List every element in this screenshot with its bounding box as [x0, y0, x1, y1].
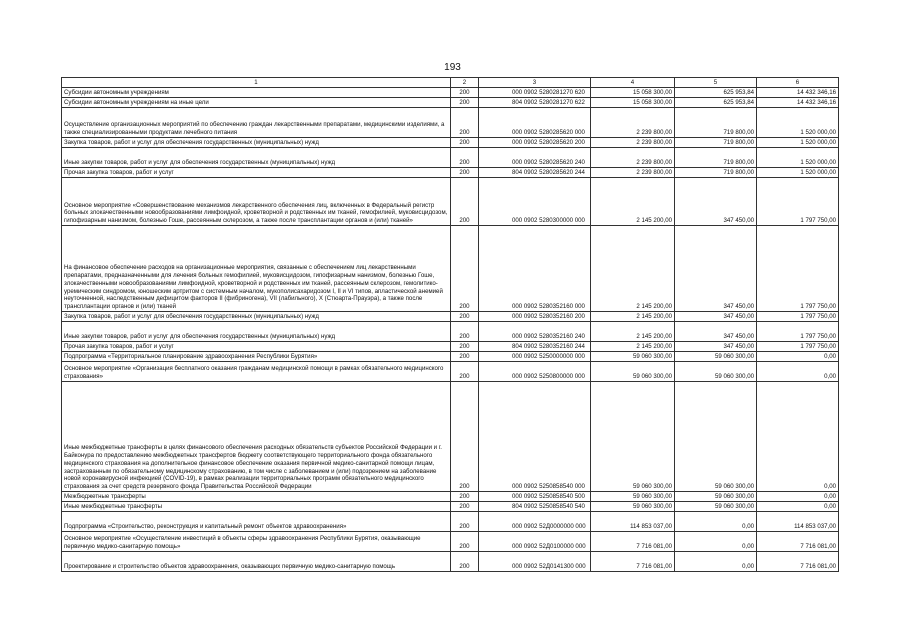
table-row: [62, 352, 839, 362]
row-classification: 000 0902 5280281270 620: [479, 88, 591, 98]
table-row: [62, 382, 839, 492]
row-code: 200: [451, 138, 479, 148]
row-executed: 347 450,00: [675, 312, 757, 322]
row-executed: 0,00: [675, 512, 757, 532]
row-executed: 347 450,00: [675, 226, 757, 312]
row-remaining: 0,00: [757, 362, 839, 382]
row-description: На финансовое обеспечение расходов на организационные мероприятия, связанные с обеспечением лиц лекарственными препаратами, предназначенными для лечения больных гемофилией, муковисцидозом, гипофизарным нанизмом, болезнью Гоше, злокачественными новообразованиями лимфоидной, кроветворной и родственных им тканей, рассеянным склерозом, гемолитико-уремическим синдромом, юношеским артритом с системным началом, мукополисахаридозом I, II и VI типов, апластической анемией неуточненной, наследственным дефицитом факторов II (фибриногена), VII (лабильного), X (Стюарта-Прауэра), а также после трансплантации органов и (или) тканей: [62, 226, 451, 312]
row-approved: 59 060 300,00: [591, 362, 675, 382]
row-executed: 59 060 300,00: [675, 502, 757, 512]
row-classification: 000 0902 5280285620 000: [479, 108, 591, 138]
row-classification: 000 0902 52Д0100000 000: [479, 532, 591, 552]
header-cell: 3: [479, 78, 591, 88]
row-executed: 625 953,84: [675, 98, 757, 108]
row-description: Субсидии автономным учреждениям на иные цели: [62, 98, 451, 108]
header-cell: 1: [62, 78, 451, 88]
table-header-row: [62, 78, 839, 88]
row-code: 200: [451, 178, 479, 226]
table-row: [62, 492, 839, 502]
row-classification: 000 0902 52Д0141300 000: [479, 552, 591, 572]
row-classification: 804 0902 5280281270 622: [479, 98, 591, 108]
row-code: 200: [451, 98, 479, 108]
row-classification: 000 0902 5280285620 240: [479, 148, 591, 168]
row-approved: 59 060 300,00: [591, 352, 675, 362]
row-approved: 15 058 300,00: [591, 98, 675, 108]
row-remaining: 1 520 000,00: [757, 138, 839, 148]
row-description: Иные межбюджетные трансферты: [62, 502, 451, 512]
row-code: 200: [451, 532, 479, 552]
row-approved: 2 145 200,00: [591, 322, 675, 342]
row-classification: 000 0902 5250858540 500: [479, 492, 591, 502]
row-description: Основное мероприятие «Организация бесплатного оказания гражданам медицинской помощи в рамках обязательного медицинского страхования»: [62, 362, 451, 382]
row-remaining: 14 432 346,16: [757, 98, 839, 108]
row-code: 200: [451, 512, 479, 532]
row-approved: 2 145 200,00: [591, 178, 675, 226]
budget-table: [61, 77, 839, 572]
row-approved: 2 145 200,00: [591, 342, 675, 352]
row-description: Субсидии автономным учреждениям: [62, 88, 451, 98]
row-code: 200: [451, 342, 479, 352]
table-row: [62, 552, 839, 572]
row-approved: 2 239 800,00: [591, 108, 675, 138]
row-classification: 000 0902 5280300000 000: [479, 178, 591, 226]
row-description: Иные закупки товаров, работ и услуг для обеспечения государственных (муниципальных) нужд: [62, 148, 451, 168]
table-row: [62, 108, 839, 138]
row-remaining: 1 797 750,00: [757, 178, 839, 226]
row-description: Осуществление организационных мероприятий по обеспечению граждан лекарственными препаратами, медицинскими изделиями, а также специализированными продуктами лечебного питания: [62, 108, 451, 138]
row-approved: 7 716 081,00: [591, 532, 675, 552]
row-description: Закупка товаров, работ и услуг для обеспечения государственных (муниципальных) нужд: [62, 312, 451, 322]
row-executed: 719 800,00: [675, 148, 757, 168]
table-row: [62, 88, 839, 98]
row-code: 200: [451, 362, 479, 382]
page-number: 193: [444, 62, 461, 73]
row-classification: 804 0902 5250858540 540: [479, 502, 591, 512]
row-description: Основное мероприятие «Осуществление инвестиций в объекты сферы здравоохранения Республики Бурятия, оказывающие первичную медико-санитарную помощь»: [62, 532, 451, 552]
row-code: 200: [451, 168, 479, 178]
row-remaining: 0,00: [757, 352, 839, 362]
row-classification: 804 0902 5280285620 244: [479, 168, 591, 178]
row-remaining: 7 716 081,00: [757, 552, 839, 572]
row-description: Основное мероприятие «Совершенствование механизмов лекарственного обеспечения лиц, включенных в Федеральный регистр больных злокачественными новообразованиями лимфоидной, кроветворной и родственных им тканей, гемофилией, муковисцидозом, гипофизарным нанизмом, болезнью Гоше, рассеянным склерозом, а также после трансплантации органов и (или) тканей»: [62, 178, 451, 226]
row-executed: 59 060 300,00: [675, 352, 757, 362]
row-classification: 000 0902 5280352160 000: [479, 226, 591, 312]
row-executed: 0,00: [675, 532, 757, 552]
row-remaining: 1 520 000,00: [757, 108, 839, 138]
row-description: Прочая закупка товаров, работ и услуг: [62, 168, 451, 178]
header-cell: 2: [451, 78, 479, 88]
row-code: 200: [451, 552, 479, 572]
row-remaining: 1 797 750,00: [757, 226, 839, 312]
row-executed: 347 450,00: [675, 322, 757, 342]
row-executed: 347 450,00: [675, 342, 757, 352]
table-row: [62, 342, 839, 352]
row-description: Межбюджетные трансферты: [62, 492, 451, 502]
row-classification: 000 0902 5280352160 200: [479, 312, 591, 322]
row-approved: 59 060 300,00: [591, 502, 675, 512]
table-row: [62, 322, 839, 342]
row-remaining: 1 520 000,00: [757, 148, 839, 168]
row-remaining: 0,00: [757, 502, 839, 512]
row-approved: 2 145 200,00: [591, 226, 675, 312]
row-approved: 7 716 081,00: [591, 552, 675, 572]
table-row: [62, 502, 839, 512]
row-executed: 0,00: [675, 552, 757, 572]
row-remaining: 1 520 000,00: [757, 168, 839, 178]
row-remaining: 0,00: [757, 382, 839, 492]
row-description: Проектирование и строительство объектов здравоохранения, оказывающих первичную медико-санитарную помощь: [62, 552, 451, 572]
row-executed: 719 800,00: [675, 168, 757, 178]
row-remaining: 1 797 750,00: [757, 342, 839, 352]
row-description: Подпрограмма «Территориальное планирование здравоохранения Республики Бурятия»: [62, 352, 451, 362]
row-code: 200: [451, 492, 479, 502]
row-executed: 719 800,00: [675, 138, 757, 148]
row-approved: 2 145 200,00: [591, 312, 675, 322]
header-cell: 5: [675, 78, 757, 88]
row-executed: 59 060 300,00: [675, 362, 757, 382]
row-classification: 000 0902 5250858540 000: [479, 382, 591, 492]
row-approved: 2 239 800,00: [591, 168, 675, 178]
row-approved: 15 058 300,00: [591, 88, 675, 98]
table-row: [62, 98, 839, 108]
header-cell: 6: [757, 78, 839, 88]
table-row: [62, 148, 839, 168]
row-code: 200: [451, 352, 479, 362]
table-row: [62, 178, 839, 226]
table-row: [62, 532, 839, 552]
row-executed: 625 953,84: [675, 88, 757, 98]
row-remaining: 114 853 037,00: [757, 512, 839, 532]
row-classification: 000 0902 5280285620 200: [479, 138, 591, 148]
row-classification: 000 0902 5250000000 000: [479, 352, 591, 362]
table-row: [62, 512, 839, 532]
row-description: Подпрограмма «Строительство, реконструкция и капитальный ремонт объектов здравоохранения»: [62, 512, 451, 532]
row-remaining: 1 797 750,00: [757, 312, 839, 322]
row-classification: 804 0902 5280352160 244: [479, 342, 591, 352]
row-approved: 59 060 300,00: [591, 492, 675, 502]
table-row: [62, 138, 839, 148]
row-code: 200: [451, 312, 479, 322]
row-code: 200: [451, 88, 479, 98]
row-remaining: 7 716 081,00: [757, 532, 839, 552]
row-code: 200: [451, 226, 479, 312]
row-approved: 2 239 800,00: [591, 138, 675, 148]
header-cell: 4: [591, 78, 675, 88]
row-approved: 59 060 300,00: [591, 382, 675, 492]
row-executed: 59 060 300,00: [675, 492, 757, 502]
row-approved: 114 853 037,00: [591, 512, 675, 532]
row-code: 200: [451, 108, 479, 138]
row-code: 200: [451, 382, 479, 492]
row-executed: 719 800,00: [675, 108, 757, 138]
table-row: [62, 226, 839, 312]
row-remaining: 0,00: [757, 492, 839, 502]
table-row: [62, 168, 839, 178]
row-executed: 59 060 300,00: [675, 382, 757, 492]
row-remaining: 14 432 346,16: [757, 88, 839, 98]
table-row: [62, 362, 839, 382]
row-remaining: 1 797 750,00: [757, 322, 839, 342]
row-code: 200: [451, 322, 479, 342]
row-classification: 000 0902 5280352160 240: [479, 322, 591, 342]
row-description: Иные закупки товаров, работ и услуг для обеспечения государственных (муниципальных) нужд: [62, 322, 451, 342]
row-approved: 2 239 800,00: [591, 148, 675, 168]
row-executed: 347 450,00: [675, 178, 757, 226]
row-description: Закупка товаров, работ и услуг для обеспечения государственных (муниципальных) нужд: [62, 138, 451, 148]
row-description: Иные межбюджетные трансферты в целях финансового обеспечения расходных обязательств субъектов Российской Федерации и г. Байконура по предоставлению межбюджетных трансфертов бюджету соответствующего территориального фонда обязательного медицинского страхования на дополнительное финансовое обеспечение оказания первичной медико-санитарной помощи лицам, застрахованным по обязательному медицинскому страхованию, в том числе с заболеванием и (или) подозрением на заболевание новой коронавирусной инфекцией (COVID-19), в рамках реализации территориальных программ обязательного медицинского страхования за счет средств резервного фонда Правительства Российской Федерации: [62, 382, 451, 492]
row-description: Прочая закупка товаров, работ и услуг: [62, 342, 451, 352]
row-classification: 000 0902 52Д0000000 000: [479, 512, 591, 532]
row-classification: 000 0902 5250800000 000: [479, 362, 591, 382]
row-code: 200: [451, 148, 479, 168]
row-code: 200: [451, 502, 479, 512]
table-row: [62, 312, 839, 322]
